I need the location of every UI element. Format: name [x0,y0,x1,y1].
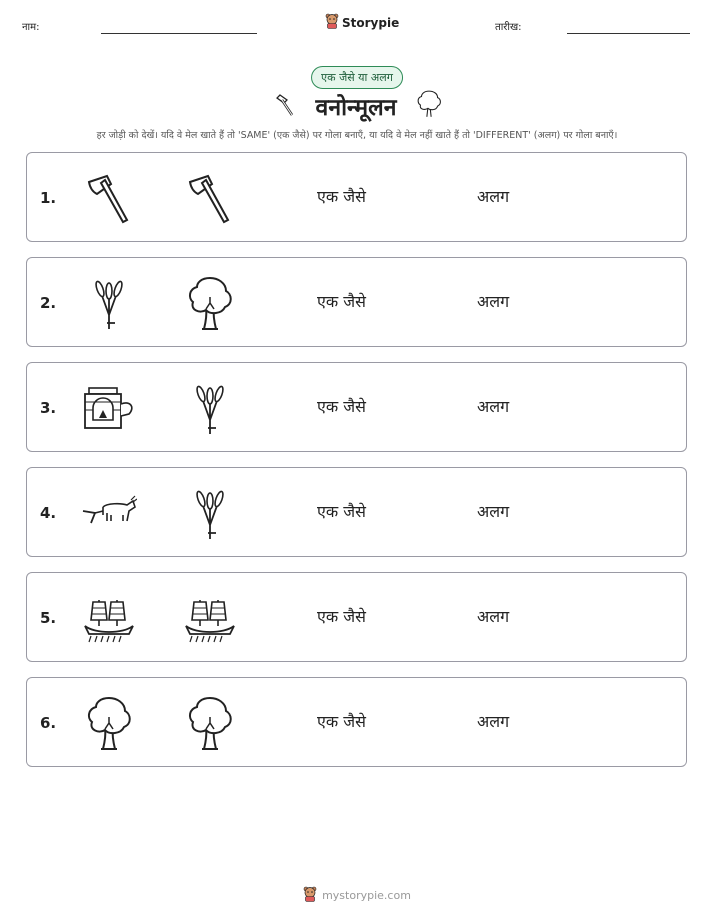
row-number: 6. [40,714,57,732]
tree-icon [182,695,238,751]
wheat-icon [81,275,137,331]
ship-icon [81,590,137,646]
ox-plough-icon [81,485,137,541]
axe-icon [182,170,238,226]
row-number: 4. [40,504,57,522]
different-option[interactable]: अलग [477,397,510,416]
pair-row [26,572,687,662]
name-label: नाम: [22,22,40,33]
same-option[interactable]: एक जैसे [317,712,366,731]
axe-icon [81,170,137,226]
same-option[interactable]: एक जैसे [317,607,366,626]
different-option[interactable]: अलग [477,292,510,311]
footer-url: mystorypie.com [322,889,411,902]
wheat-icon [182,485,238,541]
logo-text: Storypie [342,16,400,30]
same-option[interactable]: एक जैसे [317,187,366,206]
row-number: 5. [40,609,57,627]
row-number: 3. [40,399,57,417]
pair-row [26,362,687,452]
footer [0,886,714,905]
same-option[interactable]: एक जैसे [317,292,366,311]
storypie-logo [325,13,399,33]
different-option[interactable]: अलग [477,502,510,521]
name-field-line[interactable] [101,33,257,34]
date-label: तारीख: [495,22,522,33]
ship-icon [182,590,238,646]
title-row [0,88,714,124]
axe-icon [270,89,298,123]
pair-row [26,467,687,557]
different-option[interactable]: अलग [477,607,510,626]
same-option[interactable]: एक जैसे [317,397,366,416]
different-option[interactable]: अलग [477,712,510,731]
worksheet-type-badge: एक जैसे या अलग [311,66,403,89]
tree-icon [182,275,238,331]
bear-icon [325,13,339,33]
row-number: 2. [40,294,57,312]
row-number: 1. [40,189,57,207]
bear-icon [303,886,317,905]
kiln-icon [81,380,137,436]
tree-icon [414,88,444,124]
tree-icon [81,695,137,751]
wheat-icon [182,380,238,436]
different-option[interactable]: अलग [477,187,510,206]
pair-row [26,677,687,767]
same-option[interactable]: एक जैसे [317,502,366,521]
pair-row [26,257,687,347]
pair-row [26,152,687,242]
page-title: वनोन्मूलन [315,95,397,121]
date-field-line[interactable] [567,33,690,34]
instructions-text: हर जोड़ी को देखें। यदि वे मेल खाते हैं तो 'SAME' (एक जैसे) पर गोला बनाएँ, या यदि वे मेल नहीं खाते हैं तो 'DIFFERENT' (अलग) पर गोला बनाएँ। [96,130,618,141]
